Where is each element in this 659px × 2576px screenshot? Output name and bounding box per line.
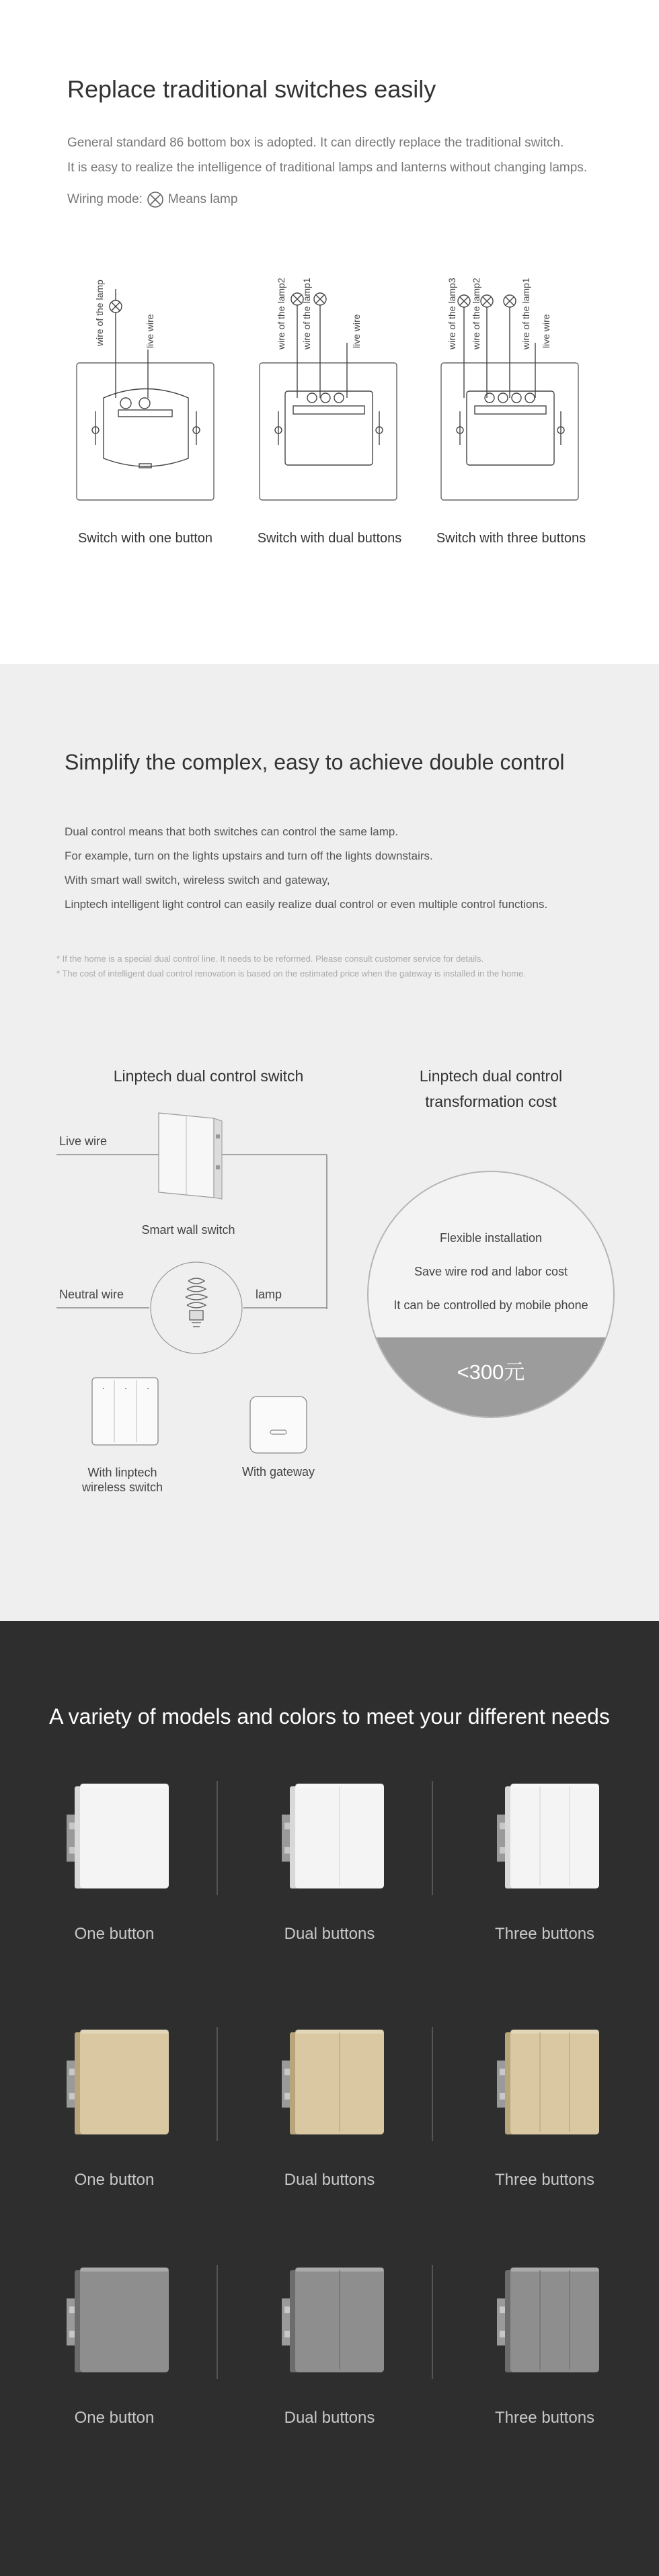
section1-desc-line2: It is easy to realize the intelligence of traditional lamps and lanterns without changing lamps. [67, 161, 588, 175]
model-label: Three buttons [494, 2409, 595, 2427]
gateway-label: With gateway [241, 1465, 315, 1479]
wireless-switch-label-line1: With linptech [87, 1466, 157, 1479]
transformation-cost-title-line1: Linptech dual control [419, 1067, 563, 1085]
wall-switch-image [494, 2265, 602, 2379]
wiring-diagram-three-buttons [440, 242, 581, 504]
diagram3-wire-lamp2: wire of the lamp2 [471, 278, 481, 349]
wall-switch-image [494, 1781, 602, 1895]
model-card [229, 1769, 430, 1984]
wall-switch-image [279, 1781, 387, 1895]
model-label: Dual buttons [284, 2409, 375, 2427]
section2-line: Dual control means that both switches can control the same lamp. [65, 825, 399, 838]
wireless-switch-illustration [92, 1378, 158, 1445]
diagram3-wire-lamp1: wire of the lamp1 [520, 278, 531, 349]
section1-desc-line1: General standard 86 bottom box is adopted. It can directly replace the traditional switch. [67, 136, 564, 150]
model-card [13, 2015, 215, 2230]
diagram1-wire-live: live wire [145, 314, 155, 348]
section1-title: Replace traditional switches easily [67, 75, 436, 103]
model-label: Three buttons [494, 2171, 595, 2189]
cost-item: Save wire rod and labor cost [414, 1265, 568, 1278]
cost-item: Flexible installation [439, 1231, 543, 1245]
section-replace-switches [0, 0, 659, 664]
diagram3-wire-live: live wire [541, 314, 551, 348]
model-label: One button [74, 2409, 155, 2427]
cost-item: It can be controlled by mobile phone [393, 1298, 588, 1312]
lamp-symbol-icon [147, 191, 164, 208]
diagram2-label: Switch with dual buttons [257, 531, 402, 546]
wall-switch-image [64, 1781, 171, 1895]
wall-switch-image [279, 2027, 387, 2141]
section2-note: * If the home is a special dual control line. It needs to be reformed. Please consult customer service for details. [56, 954, 484, 964]
model-label: Dual buttons [284, 2171, 375, 2189]
section3-title: A variety of models and colors to meet your different needs [49, 1704, 610, 1729]
column-divider [432, 1781, 433, 1895]
model-card [444, 2253, 646, 2468]
column-divider [217, 2027, 218, 2141]
diagram2-wire-lamp1: wire of the lamp1 [301, 278, 312, 349]
section-models-colors [0, 1621, 659, 2576]
section2-title: Simplify the complex, easy to achieve double control [65, 750, 565, 774]
section2-line: With smart wall switch, wireless switch and gateway, [65, 874, 330, 886]
diagram1-wire-lamp: wire of the lamp [94, 280, 105, 346]
model-label: One button [74, 1925, 155, 1943]
model-card [13, 2253, 215, 2468]
wireless-switch-label [67, 1465, 178, 1495]
column-divider [217, 1781, 218, 1895]
diagram3-wire-lamp3: wire of the lamp3 [447, 278, 457, 349]
dual-control-circuit-diagram [0, 664, 377, 1558]
model-label: Three buttons [494, 1925, 595, 1943]
diagram2-wire-lamp2: wire of the lamp2 [276, 278, 286, 349]
section1-description [67, 130, 646, 180]
model-card [229, 2253, 430, 2468]
wall-switch-image [494, 2027, 602, 2141]
wiring-mode-legend [67, 191, 237, 208]
live-wire-label: Live wire [59, 1134, 108, 1148]
section2-line: For example, turn on the lights upstairs and turn off the lights downstairs. [65, 849, 433, 862]
model-card [229, 2015, 430, 2230]
smart-wall-switch-illustration [159, 1113, 222, 1199]
section-double-control [0, 664, 659, 1621]
neutral-wire-label: Neutral wire [59, 1288, 124, 1301]
model-card [13, 1769, 215, 1984]
wiring-mode-suffix: Means lamp [167, 192, 238, 206]
wiring-mode-prefix: Wiring mode: [67, 192, 143, 206]
cost-price: <300元 [369, 1337, 613, 1417]
wall-switch-image [64, 2027, 171, 2141]
model-label: Dual buttons [284, 1925, 375, 1943]
diagram2-wire-live: live wire [351, 314, 362, 348]
dual-control-switch-title: Linptech dual control switch [113, 1067, 304, 1085]
model-card [444, 2015, 646, 2230]
transformation-cost-circle [367, 1171, 615, 1418]
transformation-cost-title [356, 1063, 625, 1114]
wall-switch-image [64, 2265, 171, 2379]
wall-switch-image [279, 2265, 387, 2379]
wireless-switch-label-line2: wireless switch [81, 1481, 163, 1494]
transformation-cost-title-line2: transformation cost [425, 1093, 557, 1110]
section2-line: Linptech intelligent light control can easily realize dual control or even multiple control functions. [65, 898, 548, 911]
lamp-label: lamp [256, 1288, 282, 1301]
gateway-illustration [250, 1397, 307, 1453]
diagram1-label: Switch with one button [77, 531, 213, 546]
section2-note: * The cost of intelligent dual control renovation is based on the estimated price when the gateway is installed in the home. [56, 968, 526, 979]
column-divider [432, 2265, 433, 2379]
diagram3-label: Switch with three buttons [436, 531, 586, 546]
smart-wall-switch-label: Smart wall switch [141, 1223, 235, 1237]
column-divider [432, 2027, 433, 2141]
model-label: One button [74, 2171, 155, 2189]
column-divider [217, 2265, 218, 2379]
model-card [444, 1769, 646, 1984]
